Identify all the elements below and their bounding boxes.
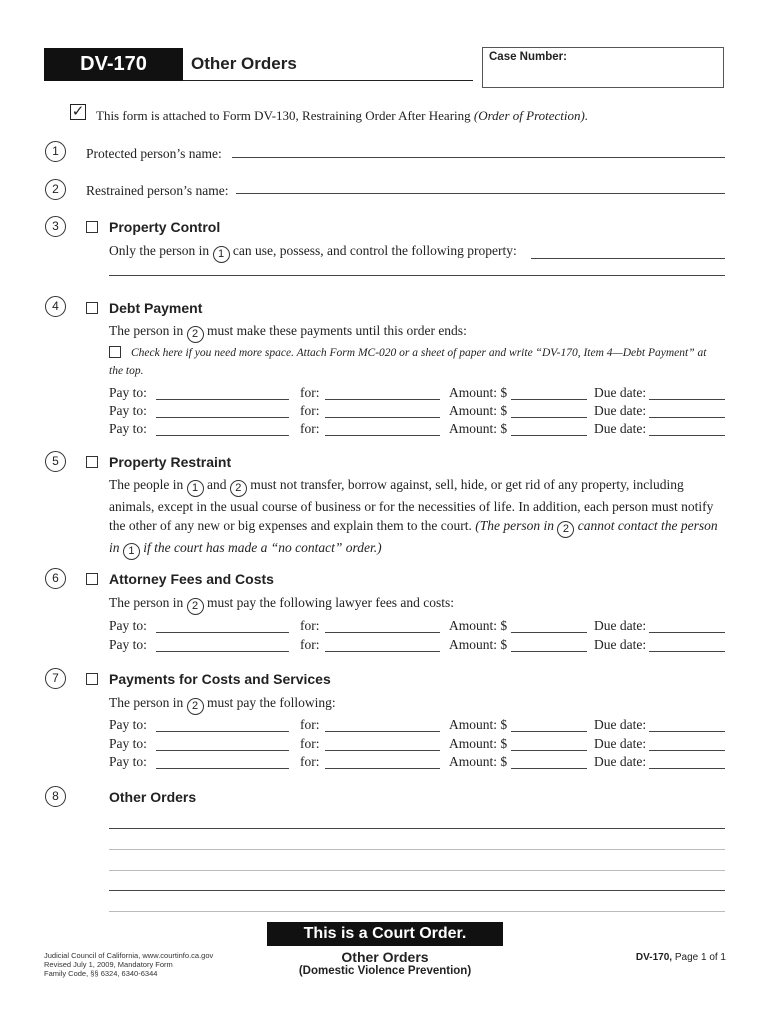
pay-to-label: Pay to: bbox=[109, 385, 147, 400]
debt-payment-checkbox[interactable] bbox=[86, 302, 98, 314]
due-date-field[interactable] bbox=[649, 435, 725, 436]
other-orders-line-5[interactable] bbox=[109, 911, 725, 912]
item-5-number: 5 bbox=[45, 451, 66, 472]
item-6-number: 6 bbox=[45, 568, 66, 589]
due-date-field[interactable] bbox=[649, 417, 725, 418]
other-orders-line-1[interactable] bbox=[109, 828, 725, 829]
pay-to-field[interactable] bbox=[156, 750, 289, 751]
amount-field[interactable] bbox=[511, 399, 587, 400]
due-date-label: Due date: bbox=[594, 385, 647, 400]
due-date-label: Due date: bbox=[594, 717, 647, 732]
footer-left-info: Judicial Council of California, www.courtinfo.ca.gov Revised July 1, 2009, Mandatory Form Family Code, §§ 6324, 6340-6344 bbox=[44, 951, 214, 978]
restrained-person-name-field[interactable] bbox=[236, 193, 725, 194]
more-space-text: Check here if you need more space. Attach Form MC-020 or a sheet of paper and write “DV-170, Item 4—Debt Payment” at the top. bbox=[109, 347, 707, 377]
due-date-label: Due date: bbox=[594, 421, 647, 436]
amount-field[interactable] bbox=[511, 768, 587, 769]
item-1-number: 1 bbox=[45, 141, 66, 162]
due-date-field[interactable] bbox=[649, 399, 725, 400]
footer-page-number: DV-170, Page 1 of 1 bbox=[635, 952, 726, 963]
pay-to-label: Pay to: bbox=[109, 736, 147, 751]
item-4-number: 4 bbox=[45, 296, 66, 317]
case-number-label: Case Number: bbox=[489, 51, 567, 63]
for-field[interactable] bbox=[325, 750, 440, 751]
due-date-field[interactable] bbox=[649, 632, 725, 633]
for-field[interactable] bbox=[325, 632, 440, 633]
payments-costs-text: The person in 2 must pay the following: bbox=[109, 693, 336, 715]
item-7-number: 7 bbox=[45, 668, 66, 689]
pay-to-field[interactable] bbox=[156, 435, 289, 436]
pay-to-label: Pay to: bbox=[109, 421, 147, 436]
for-field[interactable] bbox=[325, 651, 440, 652]
debt-payment-row-1 bbox=[109, 385, 725, 403]
for-label: for: bbox=[300, 717, 320, 732]
item-2-number: 2 bbox=[45, 179, 66, 200]
due-date-label: Due date: bbox=[594, 618, 647, 633]
due-date-label: Due date: bbox=[594, 754, 647, 769]
pay-to-label: Pay to: bbox=[109, 637, 147, 652]
property-restraint-title: Property Restraint bbox=[109, 454, 232, 470]
property-control-text: Only the person in 1 can use, possess, and control the following property: bbox=[109, 241, 517, 263]
for-label: for: bbox=[300, 421, 320, 436]
court-order-banner: This is a Court Order. bbox=[267, 922, 503, 946]
attorney-fees-row-1 bbox=[109, 618, 725, 636]
debt-payment-title: Debt Payment bbox=[109, 300, 203, 316]
amount-field[interactable] bbox=[511, 435, 587, 436]
debt-payment-text: The person in 2 must make these payments until this order ends: bbox=[109, 321, 467, 343]
form-title: Other Orders bbox=[191, 54, 297, 73]
property-control-field-2[interactable] bbox=[109, 275, 725, 276]
amount-field[interactable] bbox=[511, 651, 587, 652]
pay-to-field[interactable] bbox=[156, 632, 289, 633]
pay-to-label: Pay to: bbox=[109, 403, 147, 418]
header-rule bbox=[183, 80, 473, 81]
attorney-fees-text: The person in 2 must pay the following lawyer fees and costs: bbox=[109, 593, 454, 615]
amount-label: Amount: $ bbox=[449, 385, 508, 400]
payments-costs-checkbox[interactable] bbox=[86, 673, 98, 685]
pay-to-field[interactable] bbox=[156, 768, 289, 769]
debt-payment-row-3 bbox=[109, 421, 725, 439]
amount-label: Amount: $ bbox=[449, 618, 508, 633]
amount-field[interactable] bbox=[511, 632, 587, 633]
due-date-label: Due date: bbox=[594, 403, 647, 418]
payments-costs-row-1 bbox=[109, 717, 725, 735]
due-date-label: Due date: bbox=[594, 736, 647, 751]
footer-form-title: Other Orders (Domestic Violence Prevention) bbox=[298, 949, 472, 977]
pay-to-label: Pay to: bbox=[109, 717, 147, 732]
for-label: for: bbox=[300, 403, 320, 418]
property-control-field-1[interactable] bbox=[531, 258, 725, 259]
property-control-checkbox[interactable] bbox=[86, 221, 98, 233]
due-date-field[interactable] bbox=[649, 750, 725, 751]
other-orders-title: Other Orders bbox=[109, 789, 197, 805]
for-field[interactable] bbox=[325, 417, 440, 418]
for-field[interactable] bbox=[325, 399, 440, 400]
property-restraint-checkbox[interactable] bbox=[86, 456, 98, 468]
other-orders-line-4[interactable] bbox=[109, 890, 725, 891]
pay-to-field[interactable] bbox=[156, 399, 289, 400]
for-field[interactable] bbox=[325, 435, 440, 436]
form-id-badge: DV-170 bbox=[44, 48, 183, 81]
attorney-fees-checkbox[interactable] bbox=[86, 573, 98, 585]
amount-field[interactable] bbox=[511, 731, 587, 732]
attachment-text: This form is attached to Form DV-130, Restraining Order After Hearing (Order of Protection). bbox=[96, 108, 589, 123]
due-date-field[interactable] bbox=[649, 651, 725, 652]
payments-costs-row-2 bbox=[109, 736, 725, 754]
attachment-checkbox[interactable]: ✓ bbox=[71, 102, 85, 120]
for-label: for: bbox=[300, 385, 320, 400]
property-restraint-text: The people in 1 and 2 must not transfer, borrow against, sell, hide, or get rid of any property, including animals, except in the usual course of business or for the necessities of life. In addition, each person must notify the other of any new or big expenses and explain them to the court. (The person in 2 cannot contact the person in 1 if the court has made a “no contact” order.) bbox=[109, 475, 725, 560]
item-3-number: 3 bbox=[45, 216, 66, 237]
due-date-label: Due date: bbox=[594, 637, 647, 652]
pay-to-field[interactable] bbox=[156, 731, 289, 732]
restrained-person-label: Restrained person’s name: bbox=[86, 183, 229, 198]
attorney-fees-title: Attorney Fees and Costs bbox=[109, 571, 274, 587]
for-field[interactable] bbox=[325, 731, 440, 732]
for-field[interactable] bbox=[325, 768, 440, 769]
amount-label: Amount: $ bbox=[449, 421, 508, 436]
amount-field[interactable] bbox=[511, 417, 587, 418]
pay-to-field[interactable] bbox=[156, 417, 289, 418]
property-control-title: Property Control bbox=[109, 219, 221, 235]
for-label: for: bbox=[300, 637, 320, 652]
attorney-fees-row-2 bbox=[109, 637, 725, 655]
other-orders-line-3[interactable] bbox=[109, 870, 725, 871]
other-orders-line-2[interactable] bbox=[109, 849, 725, 850]
case-number-field[interactable] bbox=[482, 47, 724, 88]
pay-to-label: Pay to: bbox=[109, 618, 147, 633]
amount-label: Amount: $ bbox=[449, 403, 508, 418]
amount-field[interactable] bbox=[511, 750, 587, 751]
for-label: for: bbox=[300, 618, 320, 633]
for-label: for: bbox=[300, 754, 320, 769]
protected-person-label: Protected person’s name: bbox=[86, 146, 222, 161]
due-date-field[interactable] bbox=[649, 731, 725, 732]
amount-label: Amount: $ bbox=[449, 754, 508, 769]
item-8-number: 8 bbox=[45, 786, 66, 807]
pay-to-label: Pay to: bbox=[109, 754, 147, 769]
amount-label: Amount: $ bbox=[449, 717, 508, 732]
pay-to-field[interactable] bbox=[156, 651, 289, 652]
amount-label: Amount: $ bbox=[449, 637, 508, 652]
amount-label: Amount: $ bbox=[449, 736, 508, 751]
debt-payment-row-2 bbox=[109, 403, 725, 421]
due-date-field[interactable] bbox=[649, 768, 725, 769]
payments-costs-row-3 bbox=[109, 754, 725, 772]
protected-person-name-field[interactable] bbox=[232, 157, 725, 158]
for-label: for: bbox=[300, 736, 320, 751]
payments-costs-title: Payments for Costs and Services bbox=[109, 671, 331, 687]
